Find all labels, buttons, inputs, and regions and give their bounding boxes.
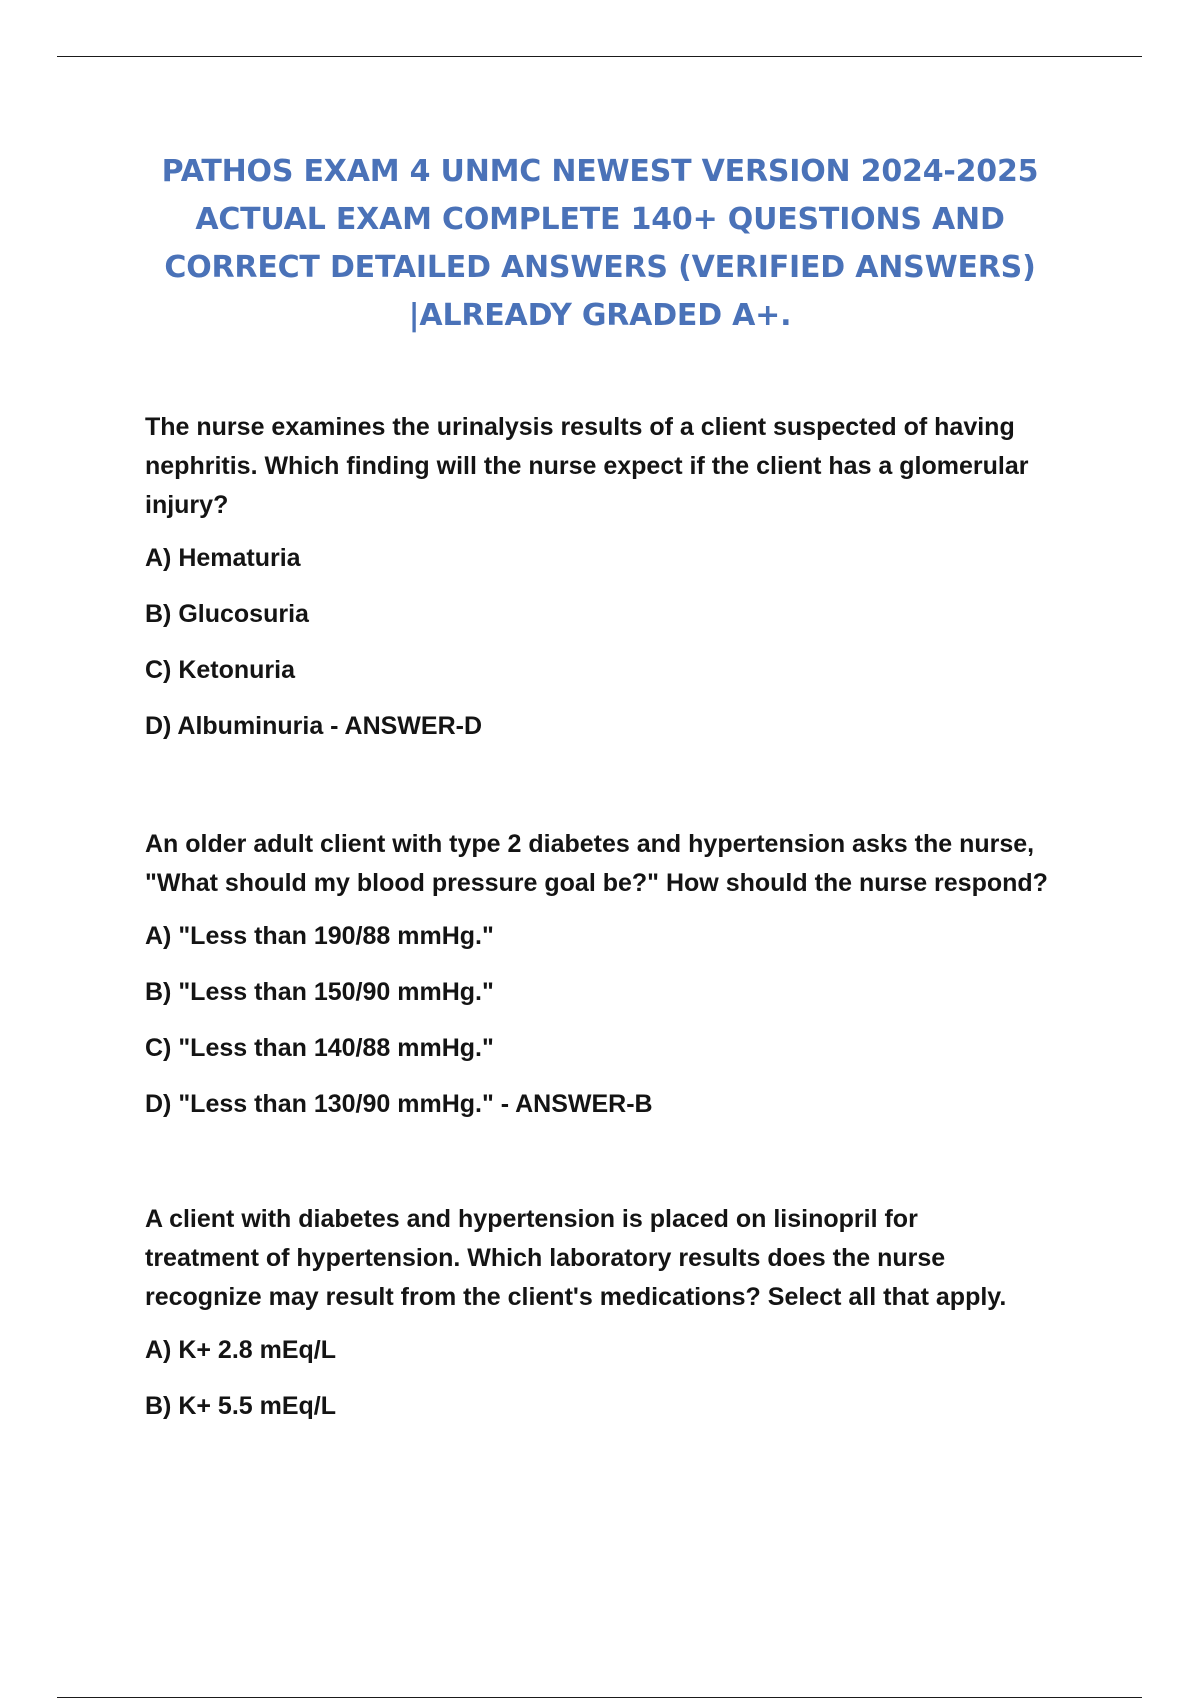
question-text: nephritis. Which finding will the nurse expect if the client has a glomerular [145,452,1029,480]
question-2 [145,825,1145,1119]
question-text: A client with diabetes and hypertension is placed on lisinopril for [145,1205,918,1233]
title-line: PATHOS EXAM 4 UNMC NEWEST VERSION 2024-2025 [161,154,1039,189]
title-line: CORRECT DETAILED ANSWERS (VERIFIED ANSWERS) [164,250,1036,285]
answer-option-b: B) Glucosuria [145,600,309,628]
question-text: The nurse examines the urinalysis results of a client suspected of having [145,413,1015,441]
question-1 [145,408,1145,741]
answer-option-c: C) "Less than 140/88 mmHg." [145,1034,494,1062]
question-text: treatment of hypertension. Which laboratory results does the nurse [145,1244,946,1272]
top-divider [57,56,1142,57]
answer-option-d: D) Albuminuria - ANSWER-D [145,712,483,740]
answer-option-b: B) "Less than 150/90 mmHg." [145,978,494,1006]
answer-option-a: A) "Less than 190/88 mmHg." [145,922,494,950]
answer-option-a: A) Hematuria [145,544,301,572]
question-text: injury? [145,491,229,519]
question-3 [145,1200,1145,1421]
answer-option-c: C) Ketonuria [145,656,295,684]
title-line: ACTUAL EXAM COMPLETE 140+ QUESTIONS AND [195,202,1005,237]
document-title [150,148,1050,340]
bottom-divider [57,1697,1142,1698]
question-text: recognize may result from the client's medications? Select all that apply. [145,1283,1007,1311]
question-text: "What should my blood pressure goal be?" How should the nurse respond? [145,869,1048,897]
answer-option-a: A) K+ 2.8 mEq/L [145,1336,337,1364]
answer-option-d: D) "Less than 130/90 mmHg." - ANSWER-B [145,1090,653,1118]
title-line: |ALREADY GRADED A+. [408,298,792,333]
question-text: An older adult client with type 2 diabetes and hypertension asks the nurse, [145,830,1035,858]
answer-option-b: B) K+ 5.5 mEq/L [145,1392,337,1420]
